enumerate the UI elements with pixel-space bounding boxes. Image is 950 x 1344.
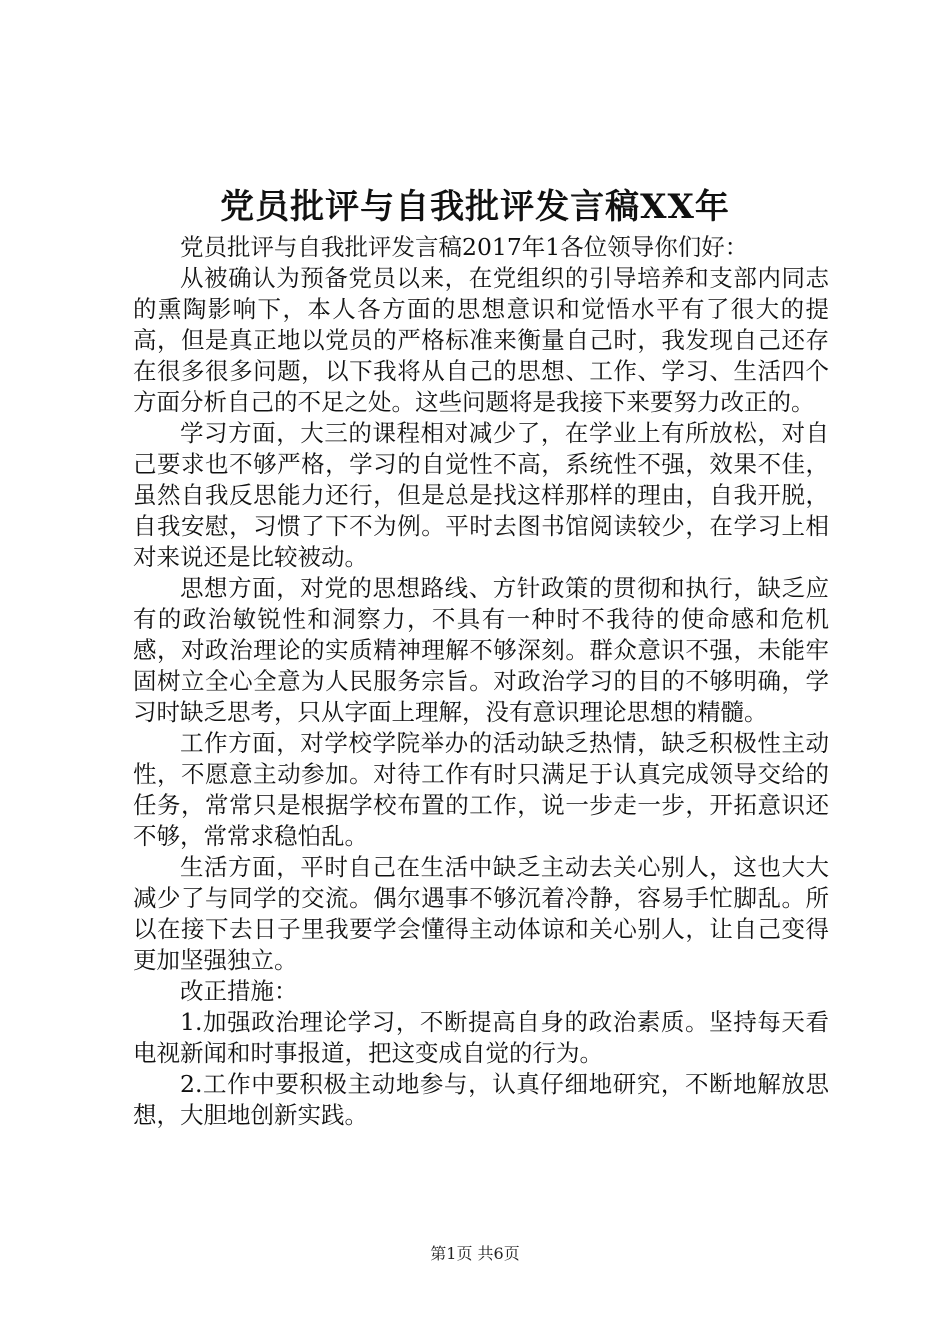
paragraph-study: 学习方面，大三的课程相对减少了，在学业上有所放松，对自己要求也不够严格，学习的自觉性不高，系统性不强，效果不佳，虽然自我反思能力还行，但是总是找这样那样的理由，自我开脱，自我安慰，习惯了下不为例。平时去图书馆阅读较少，在学习上相对来说还是比较被动。 [133, 419, 829, 571]
paragraph-measure-1: 1.加强政治理论学习，不断提高自身的政治素质。坚持每天看电视新闻和时事报道，把这变成自觉的行为。 [133, 1008, 829, 1067]
paragraph-measures-heading: 改正措施： [180, 977, 298, 1005]
paragraph-opening: 党员批评与自我批评发言稿2017年1各位领导你们好： [180, 233, 749, 261]
document-body [133, 232, 829, 1131]
paragraph-measure-2: 2.工作中要积极主动地参与，认真仔细地研究，不断地解放思想，大胆地创新实践。 [133, 1070, 829, 1129]
page-number-footer: 第1页 共6页 [430, 1244, 520, 1263]
document-title: 党员批评与自我批评发言稿XX年 [220, 187, 730, 227]
paragraph-life: 生活方面，平时自己在生活中缺乏主动去关心别人，这也大大减少了与同学的交流。偶尔遇事不够沉着冷静，容易手忙脚乱。所以在接下去日子里我要学会懂得主动体谅和关心别人，让自己变得更加坚强独立。 [133, 853, 829, 974]
paragraph-introduction: 从被确认为预备党员以来，在党组织的引导培养和支部内同志的熏陶影响下，本人各方面的思想意识和觉悟水平有了很大的提高，但是真正地以党员的严格标准来衡量自己时，我发现自己还存在很多很多问题，以下我将从自己的思想、工作、学习、生活四个方面分析自己的不足之处。这些问题将是我接下来要努力改正的。 [133, 264, 829, 416]
paragraph-work: 工作方面，对学校学院举办的活动缺乏热情，缺乏积极性主动性，不愿意主动参加。对待工作有时只满足于认真完成领导交给的任务，常常只是根据学校布置的工作，说一步走一步，开拓意识还不够，常常求稳怕乱。 [133, 729, 829, 850]
paragraph-thought: 思想方面，对党的思想路线、方针政策的贯彻和执行，缺乏应有的政治敏锐性和洞察力，不具有一种时不我待的使命感和危机感，对政治理论的实质精神理解不够深刻。群众意识不强，未能牢固树立全心全意为人民服务宗旨。对政治学习的目的不够明确，学习时缺乏思考，只从字面上理解，没有意识理论思想的精髓。 [133, 574, 829, 726]
